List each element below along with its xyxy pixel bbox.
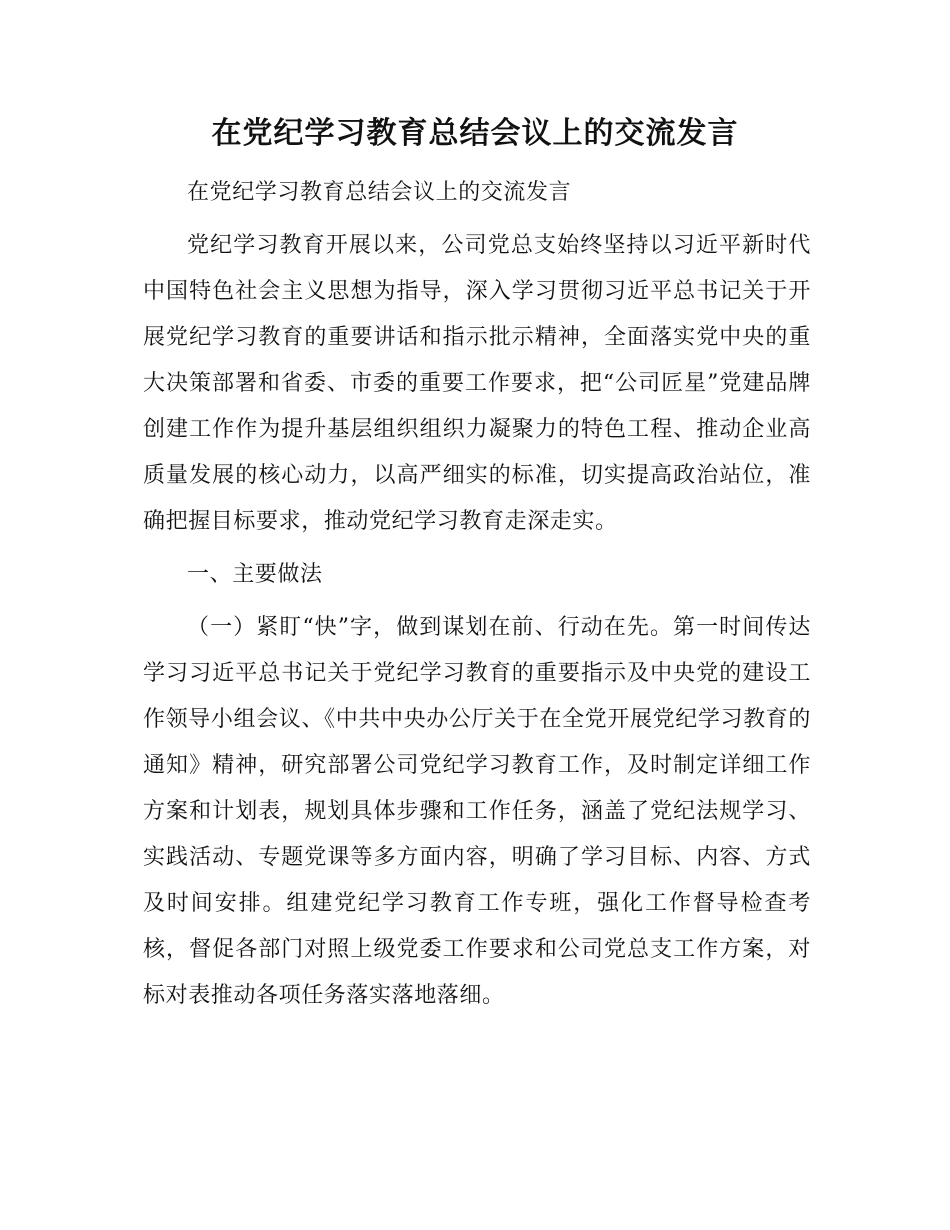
section-heading: 一、主要做法 [187,562,323,587]
intro-paragraph: 党纪学习教育开展以来，公司党总支始终坚持以习近平新时代中国特色社会主义思想为指导，深入学习贯彻习近平总书记关于开展党纪学习教育的重要讲话和指示批示精神，全面落实党中央的重大决策部署和省委、市委的重要工作要求，把“公司匠星”党建品牌创建工作作为提升基层组织组织力凝聚力的特色工程、推动企业高质量发展的核心动力，以高严细实的标准，切实提高政治站位，准确把握目标要求，推动党纪学习教育走深走实。 [143,233,811,534]
subtitle-paragraph: 在党纪学习教育总结会议上的交流发言 [187,180,572,205]
document-body [143,170,811,1026]
section-paragraph: （一）紧盯“快”字，做到谋划在前、行动在先。第一时间传达学习习近平总书记关于党纪学习教育的重要指示及中央党的建设工作领导小组会议、《中共中央办公厅关于在全党开展党纪学习教育的通知》精神，研究部署公司党纪学习教育工作，及时制定详细工作方案和计划表，规划具体步骤和工作任务，涵盖了党纪法规学习、实践活动、专题党课等多方面内容，明确了学习目标、内容、方式及时间安排。组建党纪学习教育工作专班，强化工作督导检查考核，督促各部门对照上级党委工作要求和公司党总支工作方案，对标对表推动各项任务落实落地落细。 [143,615,811,1008]
document-title: 在党纪学习教育总结会议上的交流发言 [211,116,739,151]
